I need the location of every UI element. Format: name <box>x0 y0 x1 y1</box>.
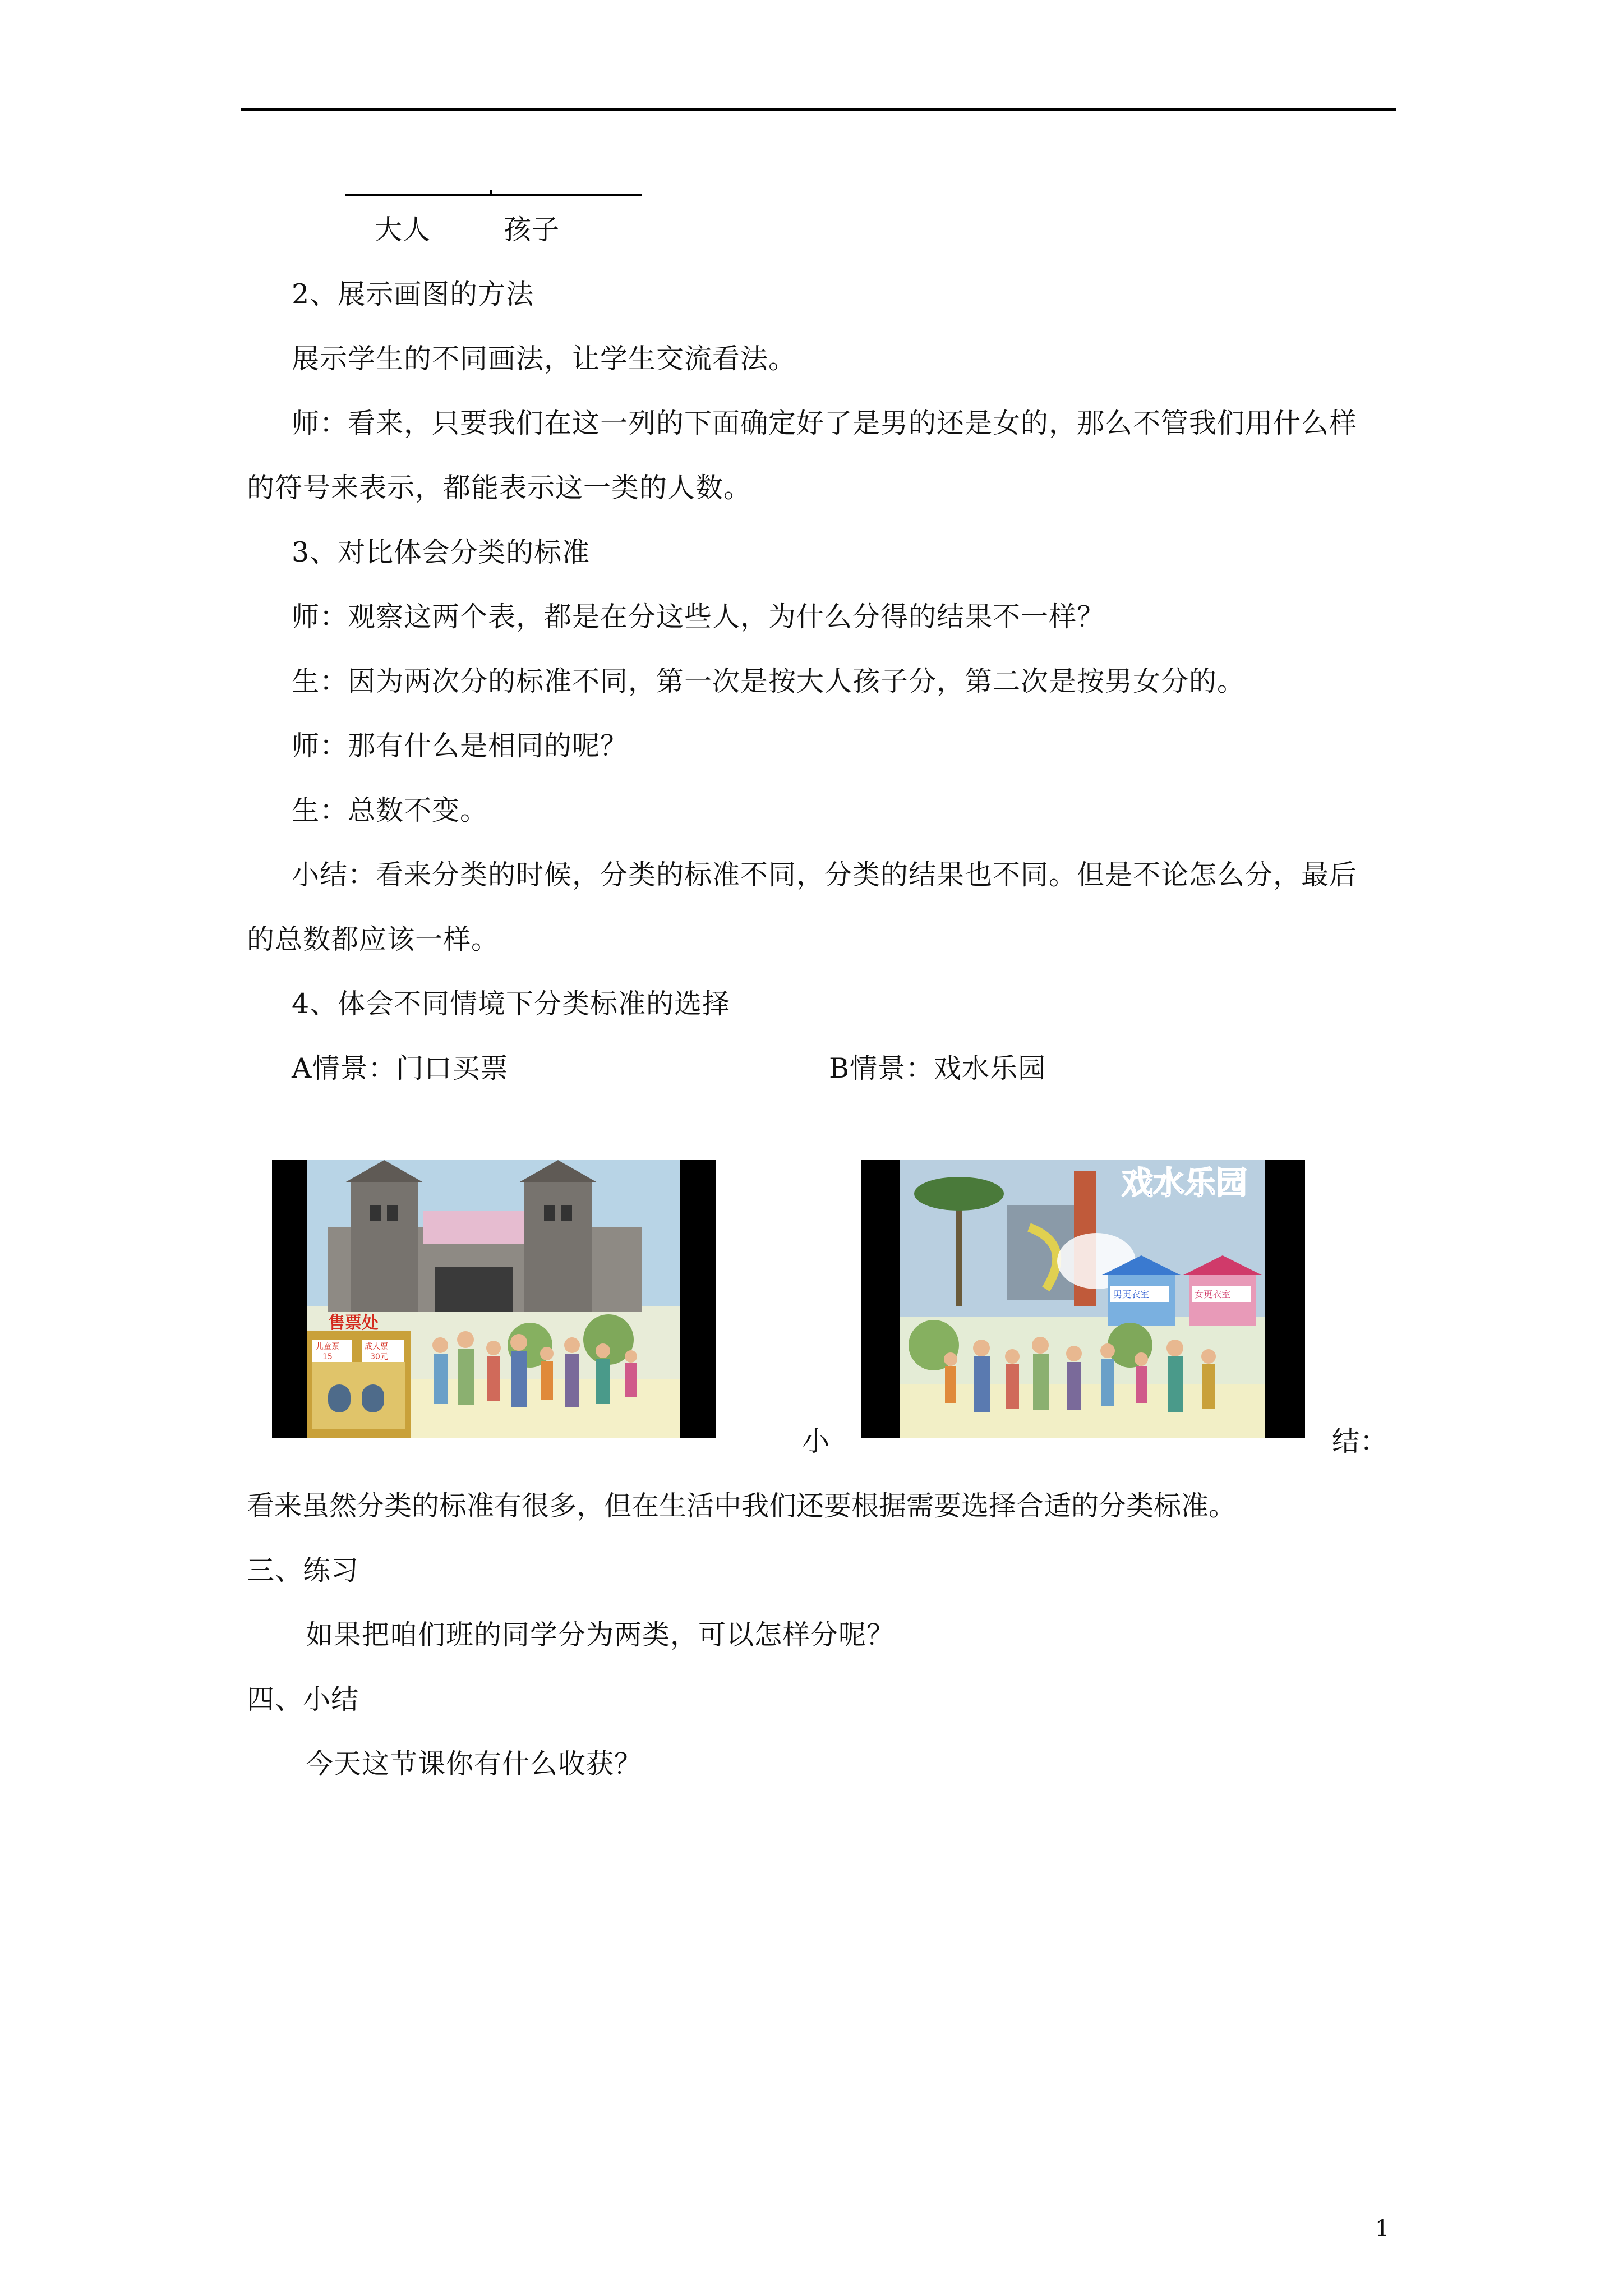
label-adult: 大人 <box>375 214 431 246</box>
child-ticket-label: 儿童票 <box>316 1342 339 1351</box>
child-ticket-price: 15 <box>322 1352 333 1361</box>
adult-ticket-label: 成人票 <box>365 1342 388 1351</box>
water-park-illustration <box>861 1160 1305 1438</box>
ticket-gate-illustration <box>272 1160 716 1438</box>
paragraph: 今天这节课你有什么收获？ <box>306 1748 643 1780</box>
paragraph: 的符号来表示，都能表示这一类的人数。 <box>247 472 752 504</box>
men-changing-room-sign: 男更衣室 <box>1113 1289 1150 1300</box>
paragraph: 师：那有什么是相同的呢？ <box>292 730 629 762</box>
paragraph: 展示学生的不同画法，让学生交流看法。 <box>292 343 797 375</box>
label-child: 孩子 <box>504 214 560 246</box>
water-park-title: 戏水乐园 <box>1122 1165 1247 1202</box>
page-number: 1 <box>1375 2216 1390 2242</box>
section-heading-summary: 四、小结 <box>247 1683 359 1715</box>
ticket-office-sign: 售票处 <box>328 1313 379 1333</box>
paragraph: 生：因为两次分的标准不同，第一次是按大人孩子分，第二次是按男女分的。 <box>292 665 1246 697</box>
summary-prefix: 小 <box>802 1425 831 1457</box>
axis-divider-tick <box>490 190 492 194</box>
paragraph: 生：总数不变。 <box>292 794 488 826</box>
summary-colon: 结： <box>1332 1425 1389 1457</box>
section-heading-2: 2、展示画图的方法 <box>292 278 534 310</box>
section-heading-3: 3、对比体会分类的标准 <box>292 536 591 568</box>
paragraph: 如果把咱们班的同学分为两类，可以怎样分呢？ <box>306 1619 895 1651</box>
header-rule <box>241 108 1396 111</box>
paragraph: 的总数都应该一样。 <box>247 923 500 955</box>
paragraph: 师：观察这两个表，都是在分这些人，为什么分得的结果不一样？ <box>292 601 1105 633</box>
image-ticket-gate <box>272 1160 716 1438</box>
paragraph: 小结：看来分类的时候，分类的标准不同，分类的结果也不同。但是不论怎么分，最后 <box>292 859 1358 891</box>
scene-b-label: B情景：戏水乐园 <box>829 1052 1046 1084</box>
adult-ticket-price: 30元 <box>370 1352 388 1361</box>
image-water-park <box>861 1160 1305 1438</box>
section-heading-4: 4、体会不同情境下分类标准的选择 <box>292 988 731 1020</box>
paragraph: 看来虽然分类的标准有很多，但在生活中我们还要根据需要选择合适的分类标准。 <box>247 1490 1237 1522</box>
paragraph: 师：看来，只要我们在这一列的下面确定好了是男的还是女的，那么不管我们用什么样 <box>292 407 1358 439</box>
diagram-axis-line <box>345 194 642 196</box>
women-changing-room-sign: 女更衣室 <box>1195 1289 1231 1300</box>
scene-a-label: A情景：门口买票 <box>292 1052 509 1084</box>
section-heading-practice: 三、练习 <box>247 1554 359 1586</box>
